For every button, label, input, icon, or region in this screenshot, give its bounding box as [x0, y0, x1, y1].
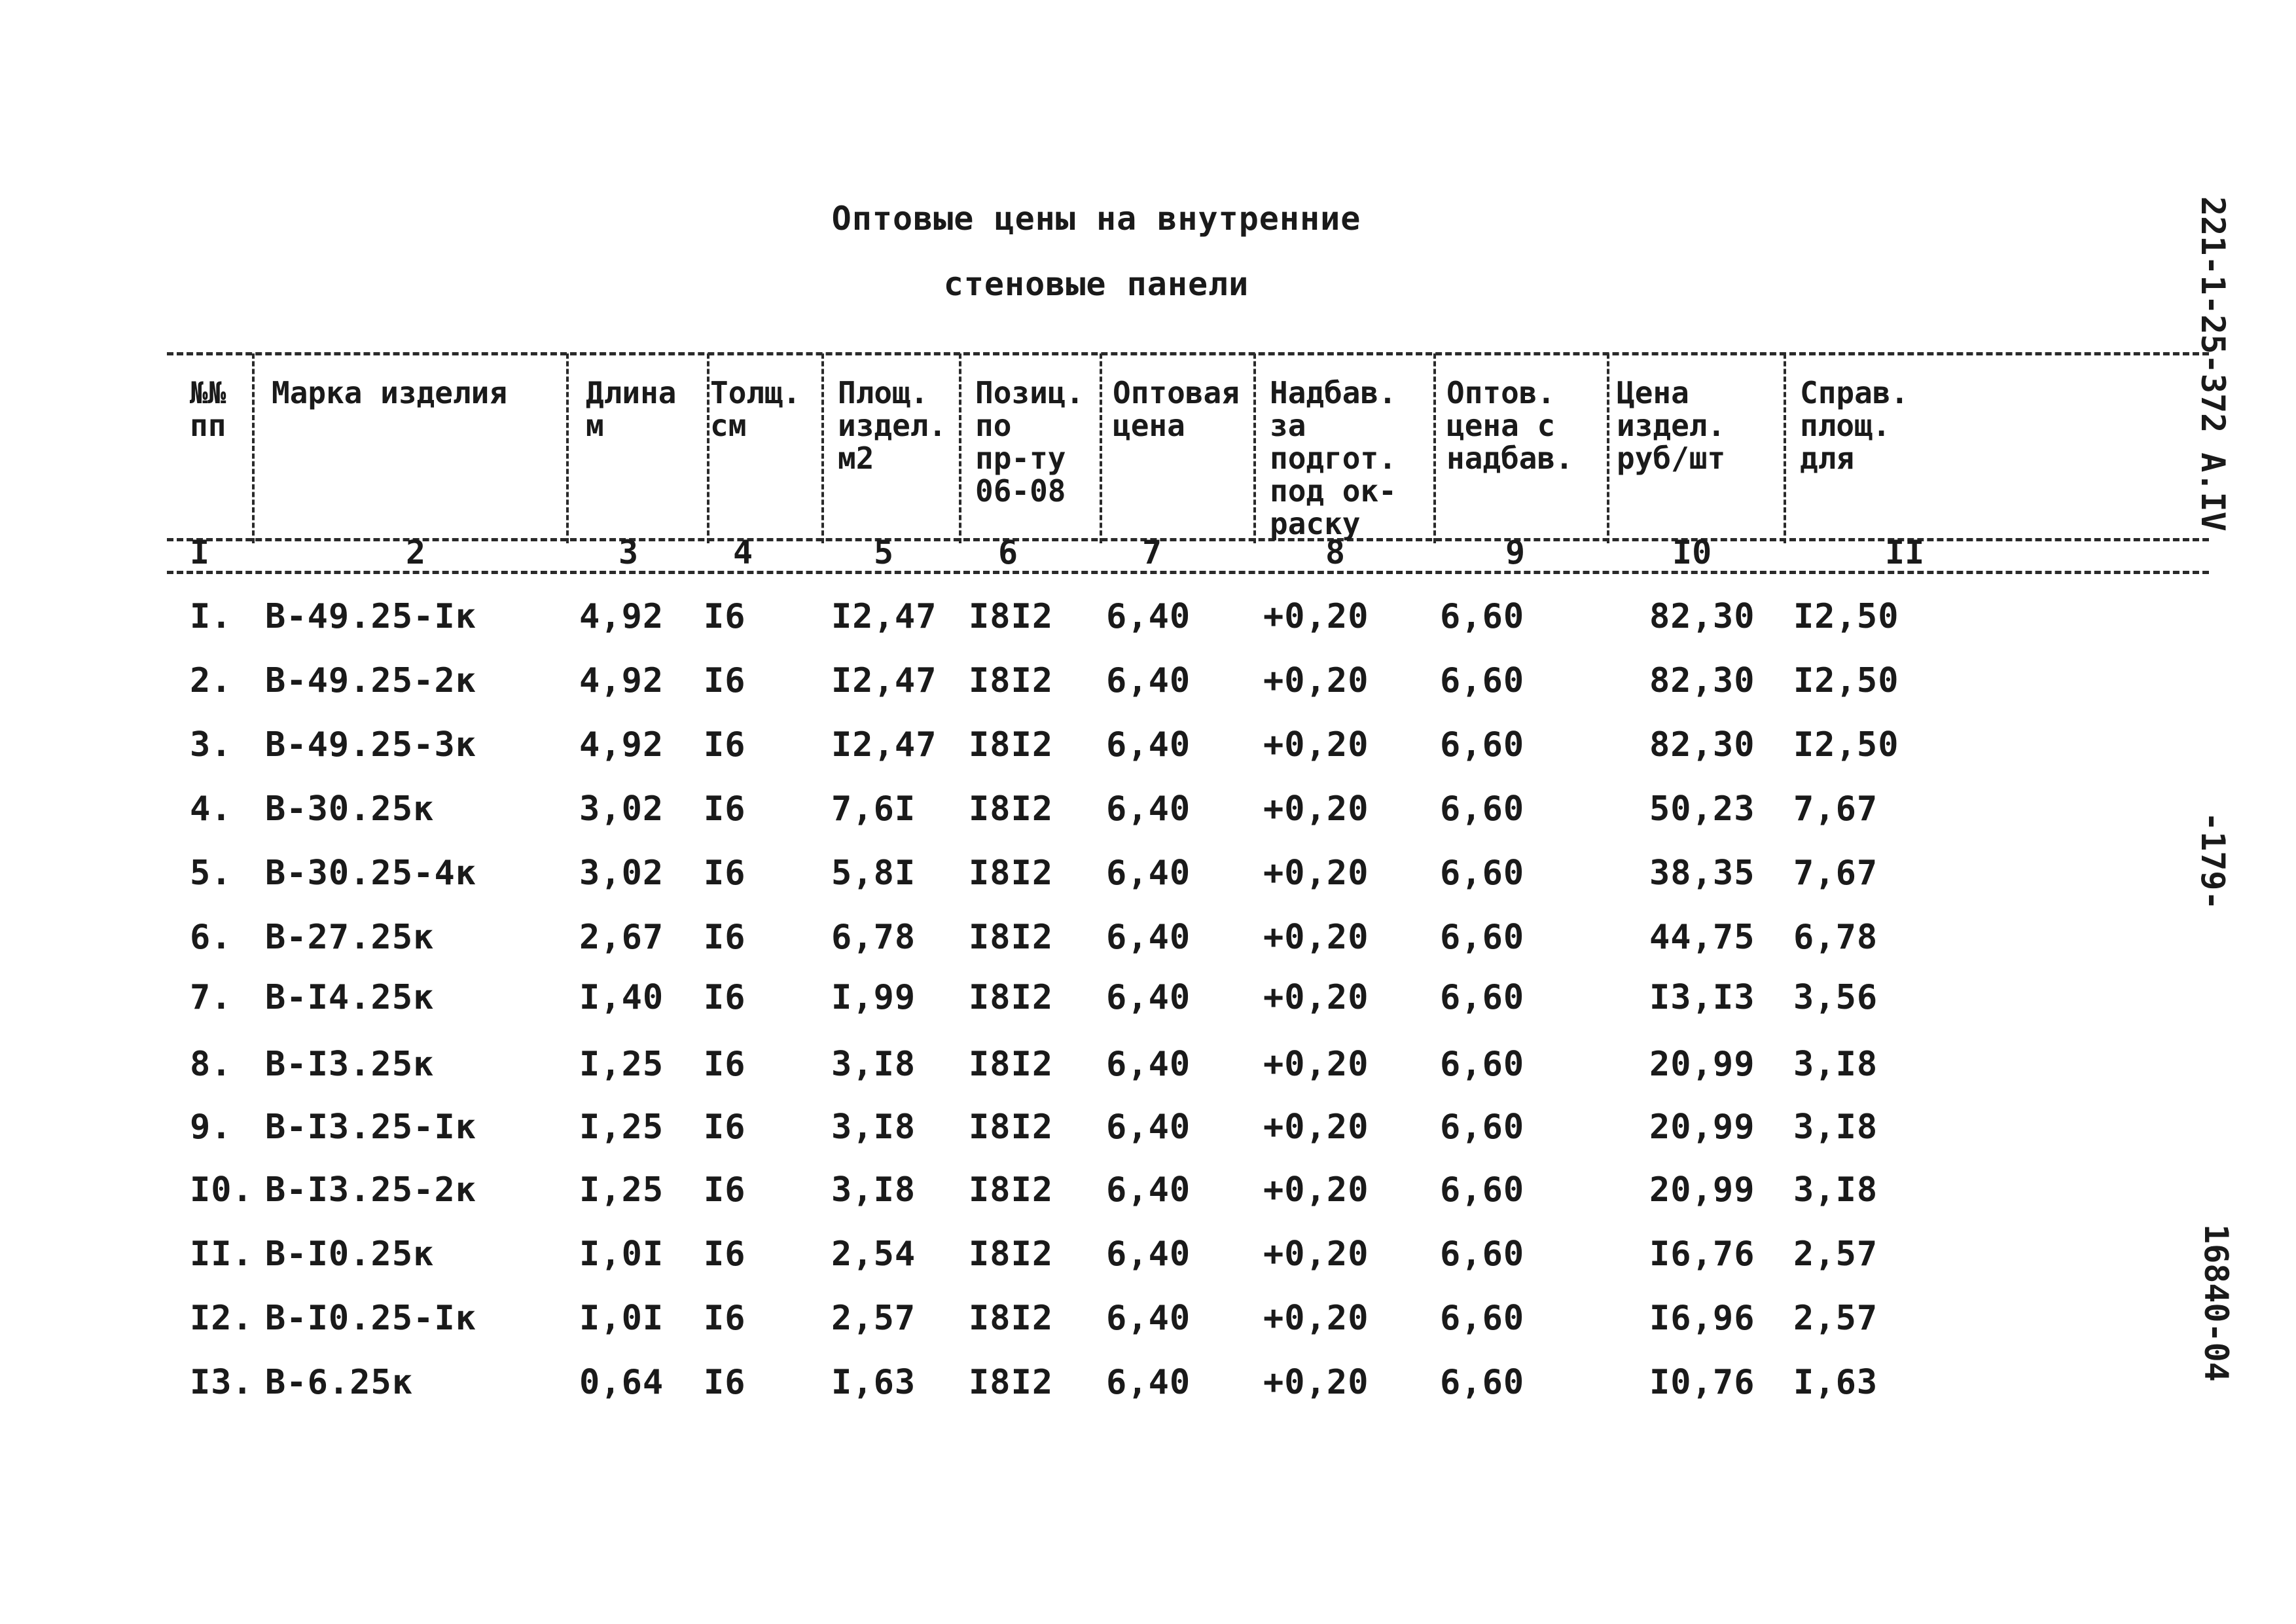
- column-number: 5: [874, 533, 894, 571]
- cell-length: 4,92: [579, 597, 664, 636]
- table-row: [0, 1299, 2296, 1358]
- cell-length: I,0I: [579, 1235, 664, 1274]
- cell-num: I0.: [190, 1170, 253, 1210]
- cell-mark: В-I0.25-Iк: [265, 1299, 477, 1338]
- cell-wholesale-price: 6,40: [1106, 789, 1191, 829]
- cell-length: I,25: [579, 1170, 664, 1210]
- cell-thickness: I6: [704, 1299, 746, 1338]
- cell-price-with-surcharge: 6,60: [1440, 1235, 1525, 1274]
- cell-price-with-surcharge: 6,60: [1440, 1363, 1525, 1402]
- cell-area: 2,54: [831, 1235, 916, 1274]
- cell-ref-area: I2,50: [1793, 597, 1899, 636]
- table-row: [0, 1363, 2296, 1422]
- cell-item-price: I0,76: [1649, 1363, 1755, 1402]
- title-line-1: Оптовые цены на внутренние: [831, 200, 1361, 238]
- cell-thickness: I6: [704, 597, 746, 636]
- cell-length: I,0I: [579, 1299, 664, 1338]
- cell-area: I,63: [831, 1363, 916, 1402]
- cell-num: 2.: [190, 661, 232, 700]
- column-number: 9: [1505, 533, 1526, 571]
- cell-position: I8I2: [969, 854, 1054, 893]
- cell-wholesale-price: 6,40: [1106, 725, 1191, 765]
- cell-price-with-surcharge: 6,60: [1440, 597, 1525, 636]
- header-position: Позиц. по пр-ту 06-08: [975, 375, 1085, 509]
- table-row: [0, 1045, 2296, 1104]
- cell-position: I8I2: [969, 1299, 1054, 1338]
- cell-position: I8I2: [969, 661, 1054, 700]
- cell-num: I.: [190, 597, 232, 636]
- column-separator: [1100, 353, 1102, 543]
- cell-ref-area: I,63: [1793, 1363, 1878, 1402]
- cell-area: I2,47: [831, 725, 937, 765]
- cell-length: 0,64: [579, 1363, 664, 1402]
- column-separator: [1607, 353, 1609, 543]
- cell-num: 6.: [190, 918, 232, 957]
- cell-item-price: 50,23: [1649, 789, 1755, 829]
- cell-length: 4,92: [579, 661, 664, 700]
- column-number: 8: [1325, 533, 1346, 571]
- cell-surcharge: +0,20: [1263, 1170, 1369, 1210]
- side-page-number: -179-: [2194, 812, 2232, 911]
- header-thickness: Толщ. см: [710, 375, 801, 443]
- cell-wholesale-price: 6,40: [1106, 854, 1191, 893]
- cell-ref-area: 3,I8: [1793, 1045, 1878, 1084]
- header-wholesale-price: Оптовая цена: [1113, 375, 1240, 443]
- table-row: [0, 1235, 2296, 1293]
- cell-ref-area: 3,56: [1793, 978, 1878, 1017]
- cell-wholesale-price: 6,40: [1106, 1235, 1191, 1274]
- cell-thickness: I6: [704, 854, 746, 893]
- cell-wholesale-price: 6,40: [1106, 597, 1191, 636]
- cell-position: I8I2: [969, 1235, 1054, 1274]
- cell-thickness: I6: [704, 1045, 746, 1084]
- column-number: I0: [1672, 533, 1712, 571]
- cell-length: I,25: [579, 1045, 664, 1084]
- cell-price-with-surcharge: 6,60: [1440, 1045, 1525, 1084]
- cell-area: 3,I8: [831, 1170, 916, 1210]
- cell-area: I2,47: [831, 661, 937, 700]
- cell-ref-area: 2,57: [1793, 1299, 1878, 1338]
- cell-price-with-surcharge: 6,60: [1440, 661, 1525, 700]
- cell-position: I8I2: [969, 978, 1054, 1017]
- cell-surcharge: +0,20: [1263, 1363, 1369, 1402]
- cell-wholesale-price: 6,40: [1106, 978, 1191, 1017]
- cell-price-with-surcharge: 6,60: [1440, 1108, 1525, 1147]
- cell-price-with-surcharge: 6,60: [1440, 789, 1525, 829]
- cell-num: 4.: [190, 789, 232, 829]
- header-length: Длина м: [586, 375, 677, 443]
- cell-wholesale-price: 6,40: [1106, 1363, 1191, 1402]
- table-row: [0, 978, 2296, 1037]
- column-separator: [1253, 353, 1256, 543]
- cell-surcharge: +0,20: [1263, 1108, 1369, 1147]
- cell-ref-area: 3,I8: [1793, 1108, 1878, 1147]
- header-surcharge: Надбав. за подгот. под ок- раску: [1270, 375, 1397, 541]
- cell-item-price: I6,96: [1649, 1299, 1755, 1338]
- cell-price-with-surcharge: 6,60: [1440, 1170, 1525, 1210]
- column-separator: [707, 353, 709, 543]
- cell-mark: В-27.25к: [265, 918, 435, 957]
- header-num: №№ пп: [190, 375, 226, 443]
- cell-price-with-surcharge: 6,60: [1440, 725, 1525, 765]
- cell-ref-area: 2,57: [1793, 1235, 1878, 1274]
- cell-mark: В-49.25-Iк: [265, 597, 477, 636]
- cell-thickness: I6: [704, 1363, 746, 1402]
- cell-area: I,99: [831, 978, 916, 1017]
- cell-item-price: 20,99: [1649, 1108, 1755, 1147]
- column-number: 6: [998, 533, 1018, 571]
- cell-thickness: I6: [704, 661, 746, 700]
- header-ref-area: Справ. площ. для: [1800, 375, 1909, 476]
- cell-num: 9.: [190, 1108, 232, 1147]
- cell-ref-area: 3,I8: [1793, 1170, 1878, 1210]
- column-separator: [1433, 353, 1436, 543]
- cell-area: 5,8I: [831, 854, 916, 893]
- table-row: [0, 918, 2296, 977]
- table-row: [0, 1108, 2296, 1166]
- column-number: 4: [733, 533, 753, 571]
- cell-area: I2,47: [831, 597, 937, 636]
- table-row: [0, 597, 2296, 656]
- cell-item-price: 38,35: [1649, 854, 1755, 893]
- cell-thickness: I6: [704, 918, 746, 957]
- cell-num: II.: [190, 1235, 253, 1274]
- cell-length: I,25: [579, 1108, 664, 1147]
- column-number: 2: [406, 533, 426, 571]
- cell-num: I2.: [190, 1299, 253, 1338]
- cell-item-price: 20,99: [1649, 1045, 1755, 1084]
- cell-length: 2,67: [579, 918, 664, 957]
- cell-num: 8.: [190, 1045, 232, 1084]
- cell-ref-area: 6,78: [1793, 918, 1878, 957]
- cell-wholesale-price: 6,40: [1106, 1170, 1191, 1210]
- column-number: I: [190, 533, 210, 571]
- cell-surcharge: +0,20: [1263, 918, 1369, 957]
- cell-position: I8I2: [969, 1170, 1054, 1210]
- cell-wholesale-price: 6,40: [1106, 918, 1191, 957]
- table-row: [0, 854, 2296, 912]
- cell-surcharge: +0,20: [1263, 597, 1369, 636]
- column-number: 3: [619, 533, 639, 571]
- cell-position: I8I2: [969, 789, 1054, 829]
- cell-mark: В-I4.25к: [265, 978, 435, 1017]
- cell-num: I3.: [190, 1363, 253, 1402]
- column-number: II: [1885, 533, 1925, 571]
- cell-length: 3,02: [579, 789, 664, 829]
- cell-ref-area: I2,50: [1793, 661, 1899, 700]
- cell-mark: В-6.25к: [265, 1363, 414, 1402]
- cell-num: 3.: [190, 725, 232, 765]
- cell-surcharge: +0,20: [1263, 1299, 1369, 1338]
- cell-mark: В-49.25-2к: [265, 661, 477, 700]
- cell-length: 3,02: [579, 854, 664, 893]
- cell-price-with-surcharge: 6,60: [1440, 1299, 1525, 1338]
- cell-thickness: I6: [704, 1170, 746, 1210]
- cell-area: 2,57: [831, 1299, 916, 1338]
- cell-position: I8I2: [969, 725, 1054, 765]
- cell-position: I8I2: [969, 1363, 1054, 1402]
- cell-thickness: I6: [704, 1108, 746, 1147]
- cell-ref-area: I2,50: [1793, 725, 1899, 765]
- cell-surcharge: +0,20: [1263, 725, 1369, 765]
- table-top-rule: [167, 352, 2209, 355]
- cell-item-price: 82,30: [1649, 725, 1755, 765]
- header-price-with-surcharge: Оптов. цена с надбав.: [1446, 375, 1573, 476]
- cell-area: 7,6I: [831, 789, 916, 829]
- cell-surcharge: +0,20: [1263, 978, 1369, 1017]
- cell-surcharge: +0,20: [1263, 789, 1369, 829]
- cell-num: 7.: [190, 978, 232, 1017]
- cell-wholesale-price: 6,40: [1106, 1299, 1191, 1338]
- cell-length: 4,92: [579, 725, 664, 765]
- cell-ref-area: 7,67: [1793, 854, 1878, 893]
- cell-item-price: 82,30: [1649, 661, 1755, 700]
- cell-position: I8I2: [969, 1108, 1054, 1147]
- cell-wholesale-price: 6,40: [1106, 1108, 1191, 1147]
- cell-area: 6,78: [831, 918, 916, 957]
- cell-surcharge: +0,20: [1263, 1235, 1369, 1274]
- table-row: [0, 789, 2296, 848]
- cell-thickness: I6: [704, 789, 746, 829]
- header-area: Площ. издел. м2: [838, 375, 947, 476]
- cell-mark: В-I3.25к: [265, 1045, 435, 1084]
- cell-item-price: 44,75: [1649, 918, 1755, 957]
- cell-price-with-surcharge: 6,60: [1440, 854, 1525, 893]
- table-row: [0, 661, 2296, 720]
- cell-area: 3,I8: [831, 1045, 916, 1084]
- cell-item-price: I3,I3: [1649, 978, 1755, 1017]
- cell-item-price: 82,30: [1649, 597, 1755, 636]
- cell-area: 3,I8: [831, 1108, 916, 1147]
- cell-position: I8I2: [969, 597, 1054, 636]
- cell-wholesale-price: 6,40: [1106, 661, 1191, 700]
- column-separator: [566, 353, 569, 543]
- cell-ref-area: 7,67: [1793, 789, 1878, 829]
- header-item-price: Цена издел. руб/шт: [1617, 375, 1726, 476]
- cell-item-price: 20,99: [1649, 1170, 1755, 1210]
- cell-mark: В-I3.25-2к: [265, 1170, 477, 1210]
- title-line-2: стеновые панели: [943, 265, 1249, 303]
- cell-price-with-surcharge: 6,60: [1440, 978, 1525, 1017]
- cell-thickness: I6: [704, 725, 746, 765]
- cell-surcharge: +0,20: [1263, 1045, 1369, 1084]
- cell-length: I,40: [579, 978, 664, 1017]
- side-doc-number: 16840-04: [2197, 1224, 2235, 1382]
- header-mark: Марка изделия: [272, 375, 508, 410]
- column-separator: [1784, 353, 1786, 543]
- cell-thickness: I6: [704, 978, 746, 1017]
- cell-thickness: I6: [704, 1235, 746, 1274]
- cell-price-with-surcharge: 6,60: [1440, 918, 1525, 957]
- table-row: [0, 725, 2296, 784]
- table-row: [0, 1170, 2296, 1229]
- cell-wholesale-price: 6,40: [1106, 1045, 1191, 1084]
- cell-mark: В-30.25-4к: [265, 854, 477, 893]
- column-separator: [821, 353, 824, 543]
- cell-mark: В-I3.25-Iк: [265, 1108, 477, 1147]
- cell-mark: В-I0.25к: [265, 1235, 435, 1274]
- column-separator: [252, 353, 255, 543]
- column-number: 7: [1142, 533, 1162, 571]
- column-separator: [959, 353, 961, 543]
- cell-position: I8I2: [969, 918, 1054, 957]
- side-code-note: 221-1-25-372 А.IV: [2194, 196, 2232, 532]
- cell-mark: В-30.25к: [265, 789, 435, 829]
- cell-surcharge: +0,20: [1263, 854, 1369, 893]
- cell-num: 5.: [190, 854, 232, 893]
- cell-surcharge: +0,20: [1263, 661, 1369, 700]
- cell-mark: В-49.25-3к: [265, 725, 477, 765]
- cell-position: I8I2: [969, 1045, 1054, 1084]
- cell-item-price: I6,76: [1649, 1235, 1755, 1274]
